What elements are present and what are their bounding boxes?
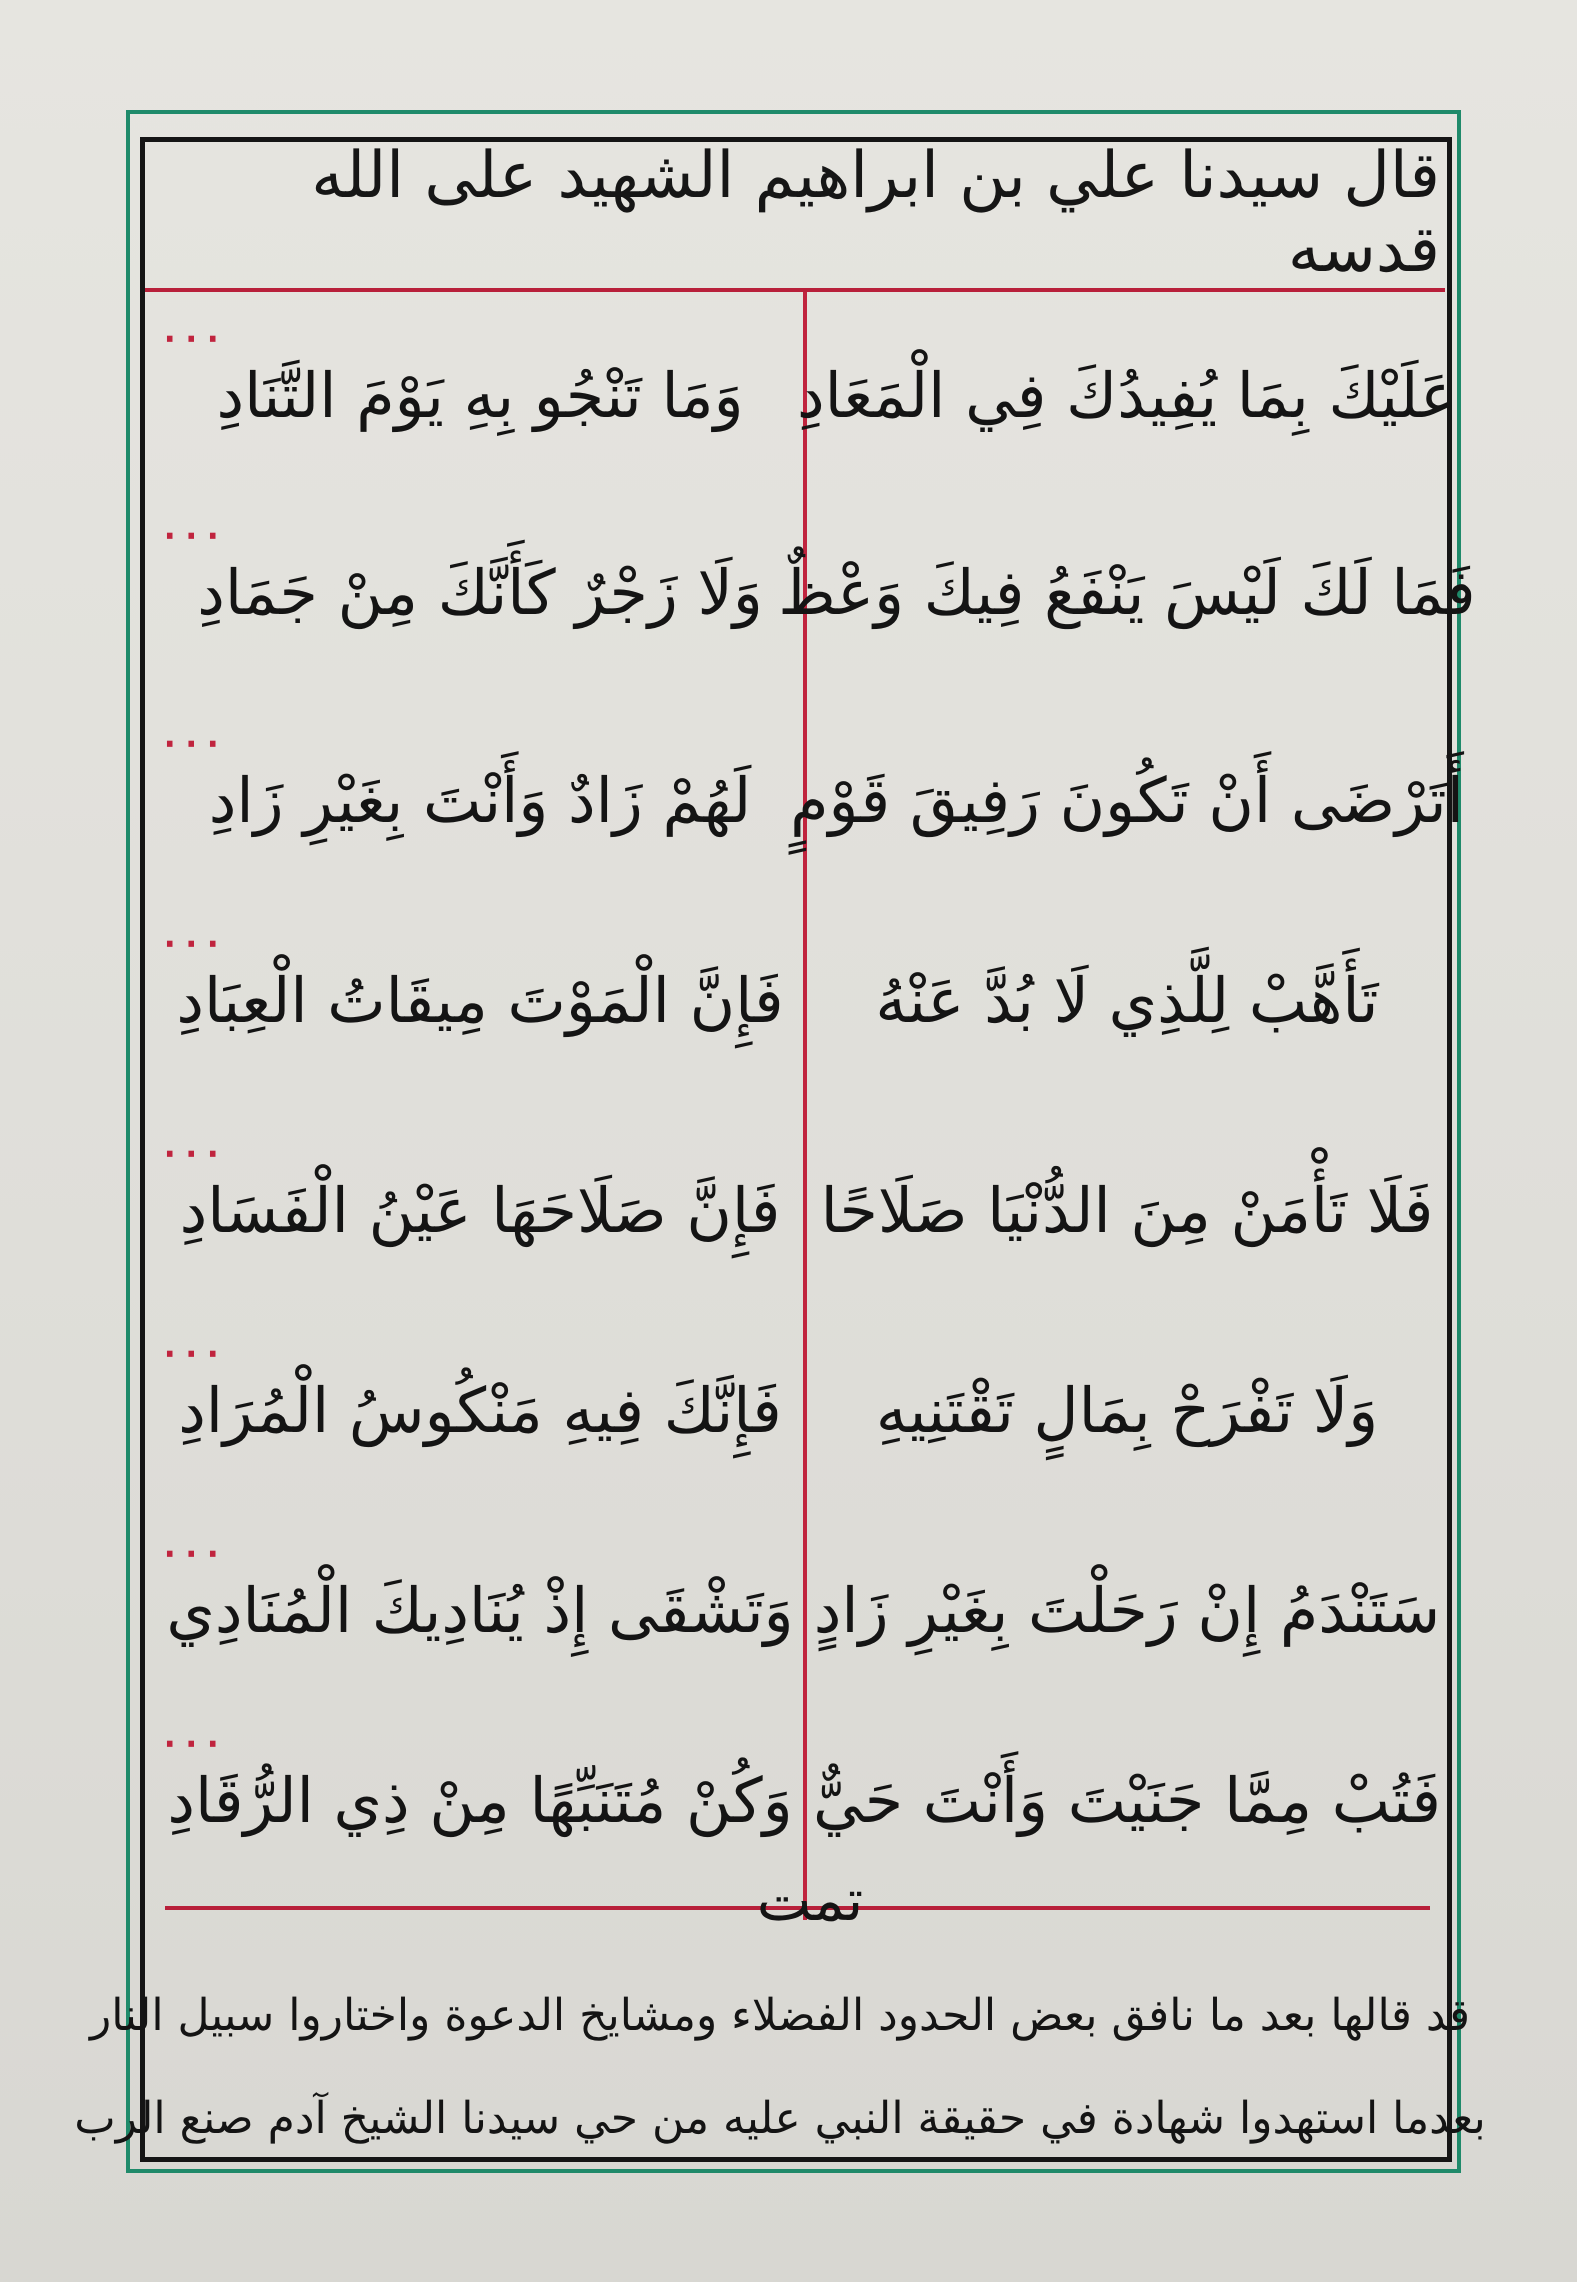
verse-marker: ٠٠٠ (159, 510, 224, 557)
verse-right-hemistich: تَأَهَّبْ لِلَّذِي لَا بُدَّ عَنْهُ (875, 963, 1379, 1037)
verse-right-hemistich: فَلَا تَأْمَنْ مِنَ الدُّنْيَا صَلَاحًا (820, 1173, 1434, 1247)
verse-marker: ٠٠٠ (159, 1718, 224, 1765)
tammat-mark: تمت (756, 1866, 864, 1934)
verse-left-hemistich: وَكُنْ مُتَنَبِّهًا مِنْ ذِي الرُّقَادِ (167, 1763, 793, 1837)
verse-row (145, 1510, 1445, 1710)
colophon-line: بعدما استهدوا شهادة في حقيقة النبي عليه من حي سيدنا الشيخ آدم صنع الرب (74, 2092, 1486, 2144)
verse-marker: ٠٠٠ (159, 1128, 224, 1175)
verse-left-hemistich: لَهُمْ زَادٌ وَأَنْتَ بِغَيْرِ زَادِ (208, 763, 752, 837)
verse-left-hemistich: فَإِنَّكَ فِيهِ مَنْكُوسُ الْمُرَادِ (178, 1373, 782, 1447)
verse-left-hemistich: وَتَشْقَى إِذْ يُنَادِيكَ الْمُنَادِي (166, 1573, 794, 1647)
colophon-line: قد قالها بعد ما نافق بعض الحدود الفضلاء ومشايخ الدعوة واختاروا سبيل النار (89, 1989, 1471, 2041)
title-divider (145, 288, 1445, 292)
verse-left-hemistich: فَإِنَّ صَلَاحَهَا عَيْنُ الْفَسَادِ (179, 1173, 781, 1247)
verse-marker: ٠٠٠ (159, 1328, 224, 1375)
page-title: قال سيدنا علي بن ابراهيم الشهيد على الله قدسه (311, 138, 1440, 287)
verse-row (145, 492, 1476, 692)
verse-marker: ٠٠٠ (159, 1528, 224, 1575)
verse-row (145, 295, 1457, 495)
verse-right-hemistich: وَلَا تَفْرَحْ بِمَالٍ تَقْتَنِيهِ (875, 1373, 1379, 1447)
verse-marker: ٠٠٠ (159, 718, 224, 765)
verse-left-hemistich: وَمَا تَنْجُو بِهِ يَوْمَ التَّنَادِ (216, 358, 744, 432)
verse-marker: ٠٠٠ (159, 313, 224, 360)
verse-row (145, 900, 1445, 1100)
verse-row (145, 1110, 1445, 1310)
verse-row (145, 700, 1464, 900)
verse-left-hemistich: فَإِنَّ الْمَوْتَ مِيقَاتُ الْعِبَادِ (176, 963, 784, 1037)
verse-marker: ٠٠٠ (159, 918, 224, 965)
verse-right-hemistich: فَمَا لَكَ لَيْسَ يَنْفَعُ فِيكَ وَعْظٌ (778, 555, 1476, 629)
verse-right-hemistich: سَتَنْدَمُ إِنْ رَحَلْتَ بِغَيْرِ زَادٍ (813, 1573, 1441, 1647)
verse-row (145, 1310, 1445, 1510)
verse-right-hemistich: فَتُبْ مِمَّا جَنَيْتَ وَأَنْتَ حَيٌّ (813, 1763, 1441, 1837)
verse-right-hemistich: عَلَيْكَ بِمَا يُفِيدُكَ فِي الْمَعَادِ (797, 358, 1457, 432)
verse-left-hemistich: وَلَا زَجْرٌ كَأَنَّكَ مِنْ جَمَادِ (197, 555, 763, 629)
verse-right-hemistich: أَتَرْضَى أَنْ تَكُونَ رَفِيقَ قَوْمٍ (790, 763, 1464, 837)
